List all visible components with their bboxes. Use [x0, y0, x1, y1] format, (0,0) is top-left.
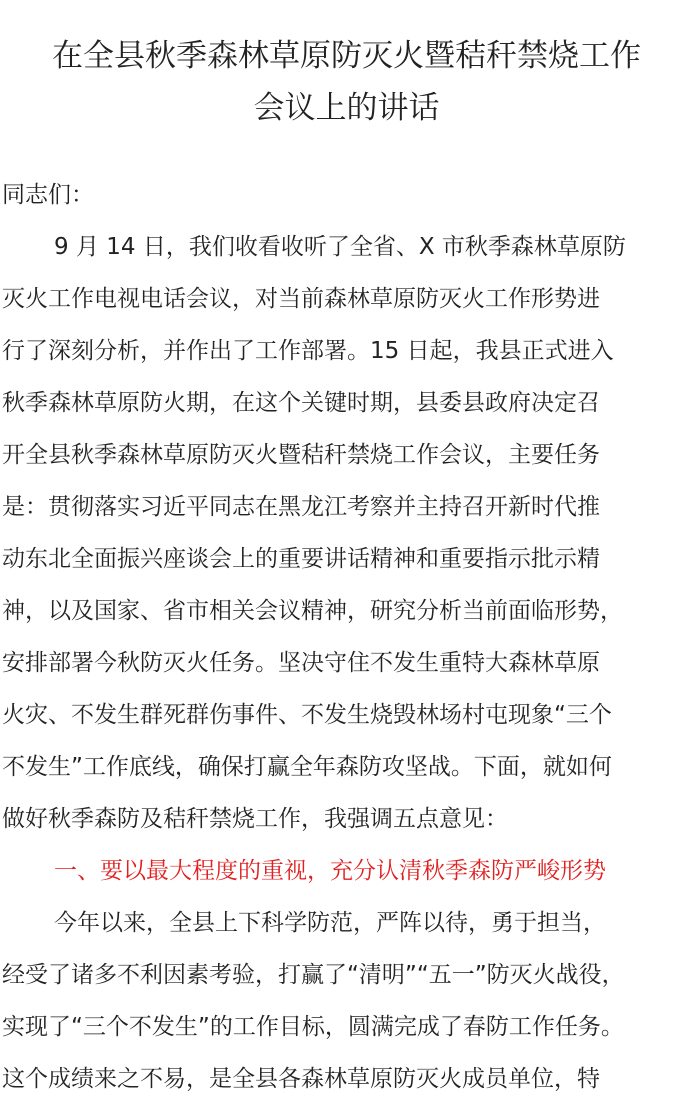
document-body [0, 169, 693, 1097]
paragraph-line: 这个成绩来之不易，是全县各森林草原防灭火成员单位，特 [2, 1066, 600, 1092]
paragraph-line: 今年以来，全县上下科学防范，严阵以待，勇于担当， [54, 910, 606, 936]
paragraph-line: 行了深刻分析，并作出了工作部署。15 日起，我县正式进入 [2, 338, 614, 364]
paragraph-1 [0, 221, 693, 845]
title-line: 会议上的讲话 [253, 90, 440, 126]
document-title [0, 0, 693, 134]
paragraph-line: 动东北全面振兴座谈会上的重要讲话精神和重要指示批示精 [2, 546, 600, 572]
paragraph-line: 秋季森林草原防火期，在这个关键时期，县委县政府决定召 [2, 390, 600, 416]
paragraph-line: 开全县秋季森林草原防灭火暨秸秆禁烧工作会议，主要任务 [2, 442, 600, 468]
paragraph-line: 是：贯彻落实习近平同志在黑龙江考察并主持召开新时代推 [2, 494, 600, 520]
paragraph-line: 不发生”工作底线，确保打赢全年森防攻坚战。下面，就如何 [2, 754, 612, 780]
paragraph-line: 做好秋季森防及秸秆禁烧工作，我强调五点意见： [2, 806, 508, 832]
paragraph-line: 神，以及国家、省市相关会议精神，研究分析当前面临形势， [2, 598, 623, 624]
salutation: 同志们： [2, 182, 94, 208]
paragraph-2 [0, 897, 693, 1097]
paragraph-line: 灭火工作电视电话会议，对当前森林草原防灭火工作形势进 [2, 286, 600, 312]
paragraph-line: 经受了诸多不利因素考验，打赢了“清明”“五一”防灭火战役， [2, 962, 625, 988]
paragraph-line: 安排部署今秋防灭火任务。坚决守住不发生重特大森林草原 [2, 650, 600, 676]
paragraph-line: 9 月 14 日，我们收看收听了全省、X 市秋季森林草原防 [54, 234, 626, 260]
section-heading: 一、要以最大程度的重视，充分认清秋季森防严峻形势 [54, 858, 606, 884]
title-line: 在全县秋季森林草原防灭火暨秸秆禁烧工作 [52, 38, 641, 74]
paragraph-line: 实现了“三个不发生”的工作目标，圆满完成了春防工作任务。 [2, 1014, 624, 1040]
paragraph-line: 火灾、不发生群死群伤事件、不发生烧毁林场村屯现象“三个 [2, 702, 612, 728]
